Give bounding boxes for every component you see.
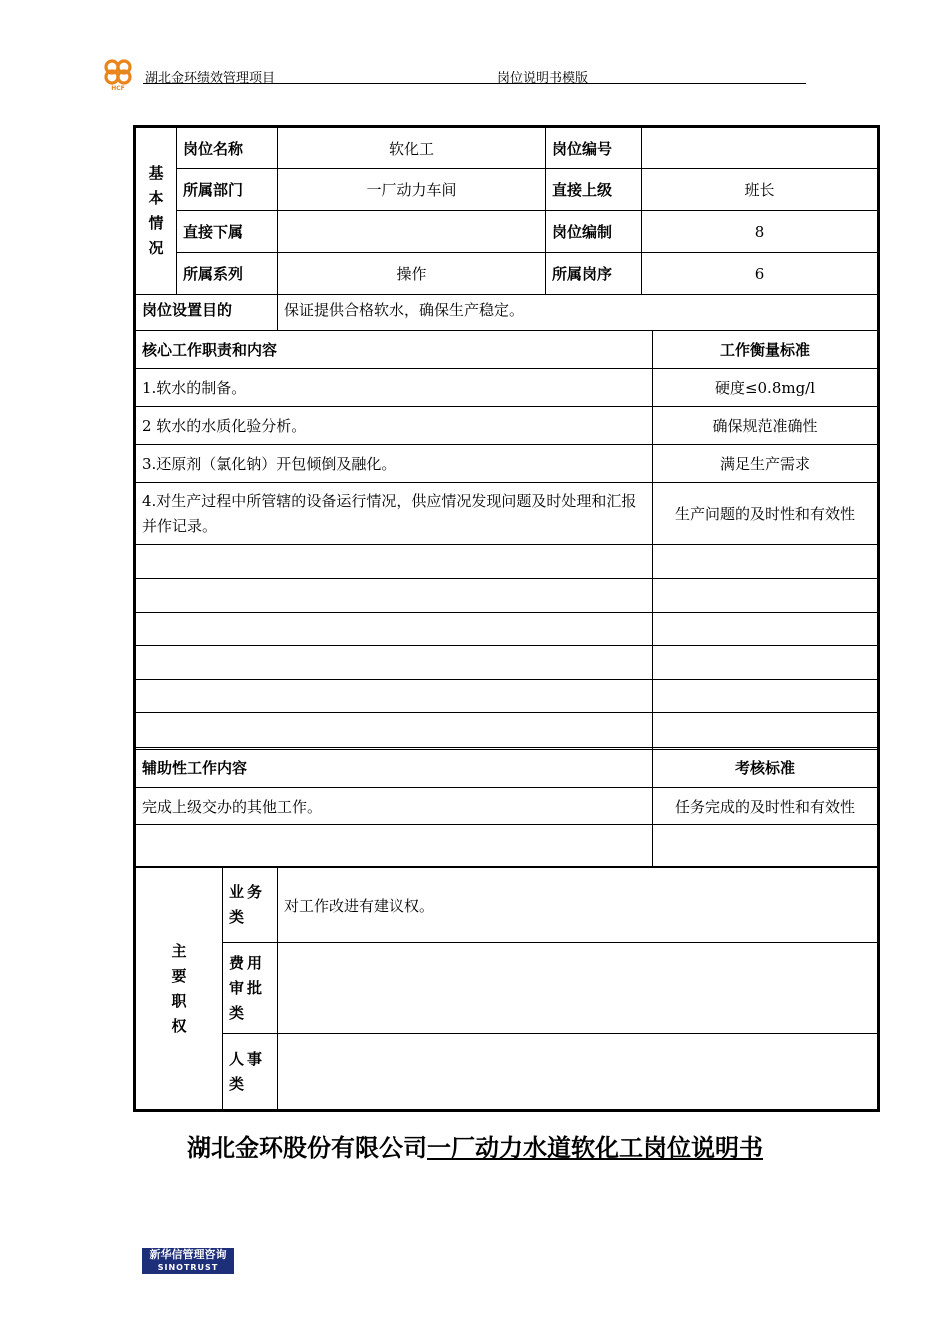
core-duties-table — [135, 330, 878, 750]
purpose-label: 岗位设置目的 — [136, 295, 278, 331]
label-rank: 所属岗序 — [546, 253, 642, 295]
authority-category-business: 业务类 — [223, 868, 278, 943]
core-duty-6 — [136, 579, 653, 613]
label-headcount: 岗位编制 — [546, 211, 642, 253]
label-position-name: 岗位名称 — [177, 128, 278, 169]
core-duties-header: 核心工作职责和内容 — [136, 331, 653, 369]
core-duty-1: 1.软水的制备。 — [136, 369, 653, 407]
core-duty-5 — [136, 545, 653, 579]
basic-section-text: 基本情况 — [148, 164, 164, 257]
authority-section-text: 主要职权 — [171, 942, 187, 1035]
authority-category-personnel: 人事类 — [223, 1034, 278, 1111]
document-title-underlined: 一厂动力水道软化工岗位说明书 — [427, 1134, 763, 1162]
auxiliary-standard-header: 考核标准 — [653, 748, 878, 788]
core-duty-8 — [136, 646, 653, 680]
core-standard-7 — [653, 613, 878, 646]
value-department: 一厂动力车间 — [278, 169, 546, 211]
label-department: 所属部门 — [177, 169, 278, 211]
company-logo — [100, 56, 136, 92]
core-standard-header: 工作衡量标准 — [653, 331, 878, 369]
auxiliary-duties-table — [135, 747, 878, 867]
consultancy-logo-cn: 新华信管理咨询 — [149, 1248, 227, 1261]
value-position-code — [642, 128, 878, 169]
value-series: 操作 — [278, 253, 546, 295]
logo-text: HCF — [111, 85, 125, 92]
authority-section-label — [136, 868, 223, 1111]
core-standard-2: 确保规范准确性 — [653, 407, 878, 445]
core-duty-2: 2 软水的水质化验分析。 — [136, 407, 653, 445]
purpose-value: 保证提供合格软水，确保生产稳定。 — [278, 295, 878, 331]
authority-content-expense — [278, 943, 878, 1034]
core-standard-8 — [653, 646, 878, 680]
purpose-table — [135, 294, 878, 331]
core-standard-9 — [653, 680, 878, 713]
core-standard-4: 生产问题的及时性和有效性 — [653, 483, 878, 545]
value-rank: 6 — [642, 253, 878, 295]
core-duty-10 — [136, 713, 653, 750]
label-direct-superior: 直接上级 — [546, 169, 642, 211]
core-standard-3: 满足生产需求 — [653, 445, 878, 483]
basic-info-table — [135, 127, 878, 295]
core-duty-3: 3.还原剂（氯化钠）开包倾倒及融化。 — [136, 445, 653, 483]
label-direct-subordinate: 直接下属 — [177, 211, 278, 253]
core-standard-5 — [653, 545, 878, 579]
document-title — [0, 1128, 950, 1163]
document-title-prefix: 湖北金环股份有限公司 — [187, 1134, 427, 1162]
authority-content-business: 对工作改进有建议权。 — [278, 868, 878, 943]
core-standard-6 — [653, 579, 878, 613]
label-series: 所属系列 — [177, 253, 278, 295]
header-project-title: 湖北金环绩效管理项目 — [145, 71, 276, 86]
auxiliary-duty-1: 完成上级交办的其他工作。 — [136, 788, 653, 825]
authority-category-expense: 费用审批类 — [223, 943, 278, 1034]
authority-table — [135, 867, 878, 1111]
header-template-title: 岗位说明书模版 — [497, 71, 589, 86]
consultancy-logo — [142, 1248, 234, 1274]
header-divider — [143, 83, 806, 84]
auxiliary-standard-1: 任务完成的及时性和有效性 — [653, 788, 878, 825]
value-headcount: 8 — [642, 211, 878, 253]
value-direct-subordinate — [278, 211, 546, 253]
core-standard-1: 硬度≤0.8mg/l — [653, 369, 878, 407]
label-position-code: 岗位编号 — [546, 128, 642, 169]
value-direct-superior: 班长 — [642, 169, 878, 211]
basic-section-label — [136, 128, 177, 295]
authority-content-personnel — [278, 1034, 878, 1111]
auxiliary-duty-2 — [136, 825, 653, 867]
consultancy-logo-en: SINOTRUST — [157, 1263, 219, 1272]
core-duty-7 — [136, 613, 653, 646]
auxiliary-duties-header: 辅助性工作内容 — [136, 748, 653, 788]
value-position-name: 软化工 — [278, 128, 546, 169]
core-standard-10 — [653, 713, 878, 750]
auxiliary-standard-2 — [653, 825, 878, 867]
core-duty-4: 4.对生产过程中所管辖的设备运行情况，供应情况发现问题及时处理和汇报并作记录。 — [136, 483, 653, 545]
core-duty-9 — [136, 680, 653, 713]
